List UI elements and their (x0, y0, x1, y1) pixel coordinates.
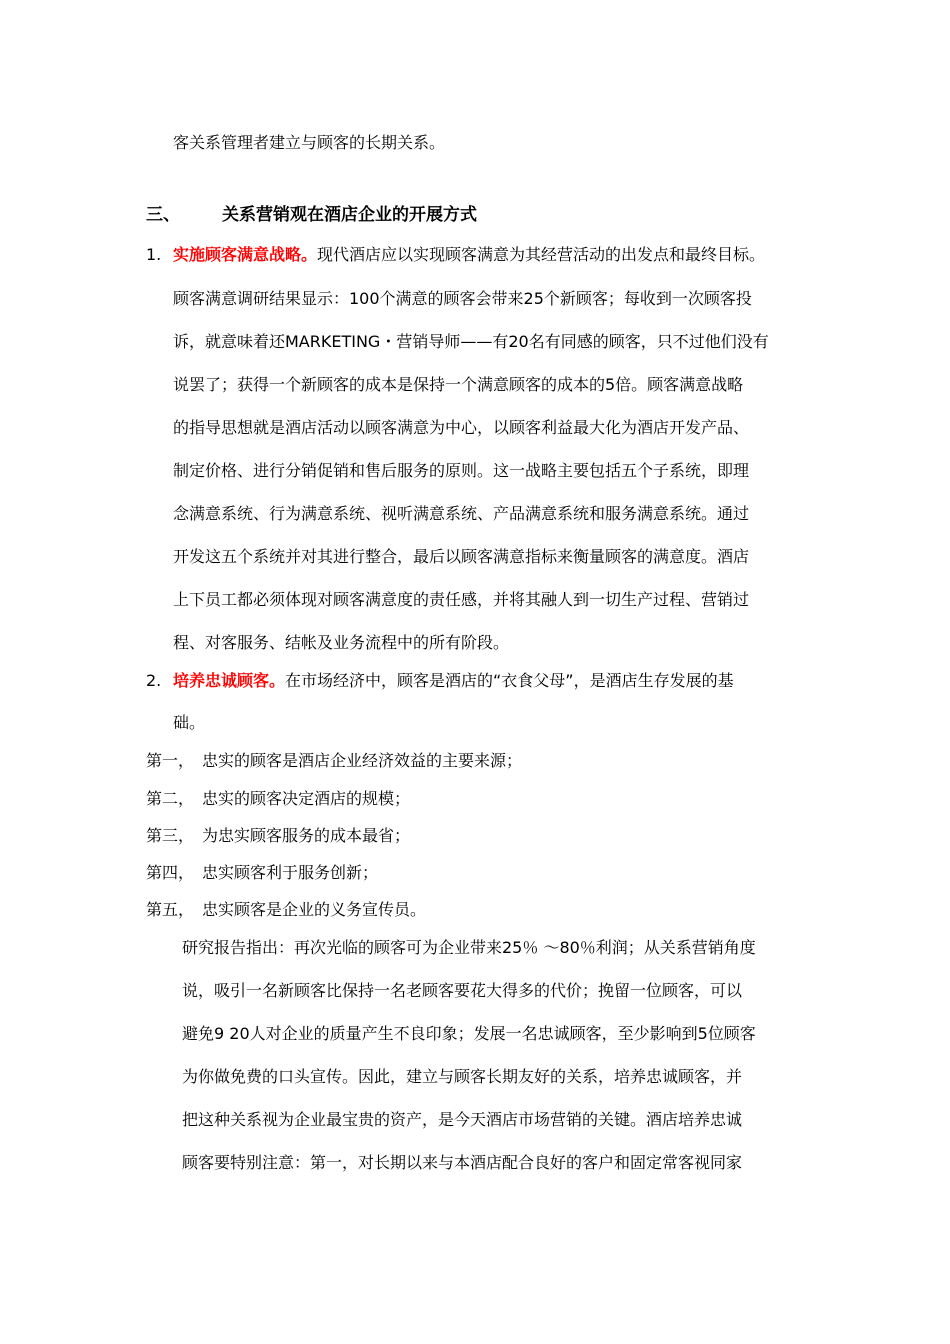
point-text: 忠实顾客利于服务创新； (202, 863, 379, 882)
research-line-4: 把这种关系视为企业最宝贵的资产，是今天酒店市场营销的关键。酒店培养忠诚 (182, 1110, 743, 1129)
point-5 (146, 900, 427, 920)
point-text: 忠实的顾客决定酒店的规模； (202, 789, 411, 808)
item1-line-3: 说罢了；获得一个新顾客的成本是保持一个满意顾客的成本的5倍。顾客满意战略 (173, 375, 744, 394)
point-2 (146, 789, 411, 809)
item1-line-4: 的指导思想就是酒店活动以顾客满意为中心，以顾客利益最大化为酒店开发产品、 (173, 418, 750, 437)
point-label: 第四， (146, 863, 195, 882)
point-4 (146, 863, 379, 883)
item2-number: 2. (146, 671, 162, 690)
point-label: 第二， (146, 789, 195, 808)
item1-line-5: 制定价格、进行分销促销和售后服务的原则。这一战略主要包括五个子系统，即理 (173, 461, 750, 480)
point-3 (146, 826, 411, 846)
item1-number: 1. (146, 245, 162, 264)
point-label: 第一， (146, 751, 195, 770)
research-line-1: 说，吸引一名新顾客比保持一名老顾客要花大得多的代价；挽留一位顾客，可以 (182, 981, 743, 1000)
point-text: 忠实的顾客是酒店企业经济效益的主要来源； (202, 751, 523, 770)
item1-line-8: 上下员工都必须体现对顾客满意度的责任感，并将其融人到一切生产过程、营销过 (173, 590, 750, 609)
intro-tail-text: 客关系管理者建立与顾客的长期关系。 (173, 133, 446, 152)
item2-first-line (173, 671, 734, 691)
point-text: 忠实顾客是企业的义务宣传员。 (202, 900, 427, 919)
item1-line-9: 程、对客服务、结帐及业务流程中的所有阶段。 (173, 633, 510, 652)
item1-line-6: 念满意系统、行为满意系统、视听满意系统、产品满意系统和服务满意系统。通过 (173, 504, 750, 523)
item1-line-0: 现代酒店应以实现顾客满意为其经营活动的出发点和最终目标。 (317, 245, 766, 264)
point-text: 为忠实顾客服务的成本最省； (202, 826, 411, 845)
point-label: 第五， (146, 900, 195, 919)
point-1 (146, 751, 523, 771)
section-number: 三、 (146, 205, 180, 225)
research-line-3: 为你做免费的口头宣传。因此，建立与顾客长期友好的关系，培养忠诚顾客，并 (182, 1067, 743, 1086)
item2-line-0: 在市场经济中，顾客是酒店的“衣食父母”，是酒店生存发展的基 (285, 671, 734, 690)
point-label: 第三， (146, 826, 195, 845)
item1-line-2: 诉，就意味着还MARKETING・营销导师——有20名有同感的顾客，只不过他们没有 (173, 332, 769, 351)
research-line-5: 顾客要特别注意：第一，对长期以来与本酒店配合良好的客户和固定常客视同家 (182, 1153, 743, 1172)
item1-line-7: 开发这五个系统并对其进行整合，最后以顾客满意指标来衡量顾客的满意度。酒店 (173, 547, 750, 566)
research-line-0: 研究报告指出：再次光临的顾客可为企业带来25％ ～80％利润；从关系营销角度 (182, 938, 756, 957)
item2-lead: 培养忠诚顾客。 (173, 671, 286, 690)
item1-first-line (173, 245, 765, 265)
item1-lead: 实施顾客满意战略。 (173, 245, 318, 264)
section-title: 关系营销观在酒店企业的开展方式 (222, 205, 477, 225)
research-line-2: 避免9 20人对企业的质量产生不良印象；发展一名忠诚顾客，至少影响到5位顾客 (182, 1024, 756, 1043)
item2-line-1: 础。 (173, 713, 206, 732)
item1-line-1: 顾客满意调研结果显示：100个满意的顾客会带来25个新顾客；每收到一次顾客投 (173, 289, 752, 308)
